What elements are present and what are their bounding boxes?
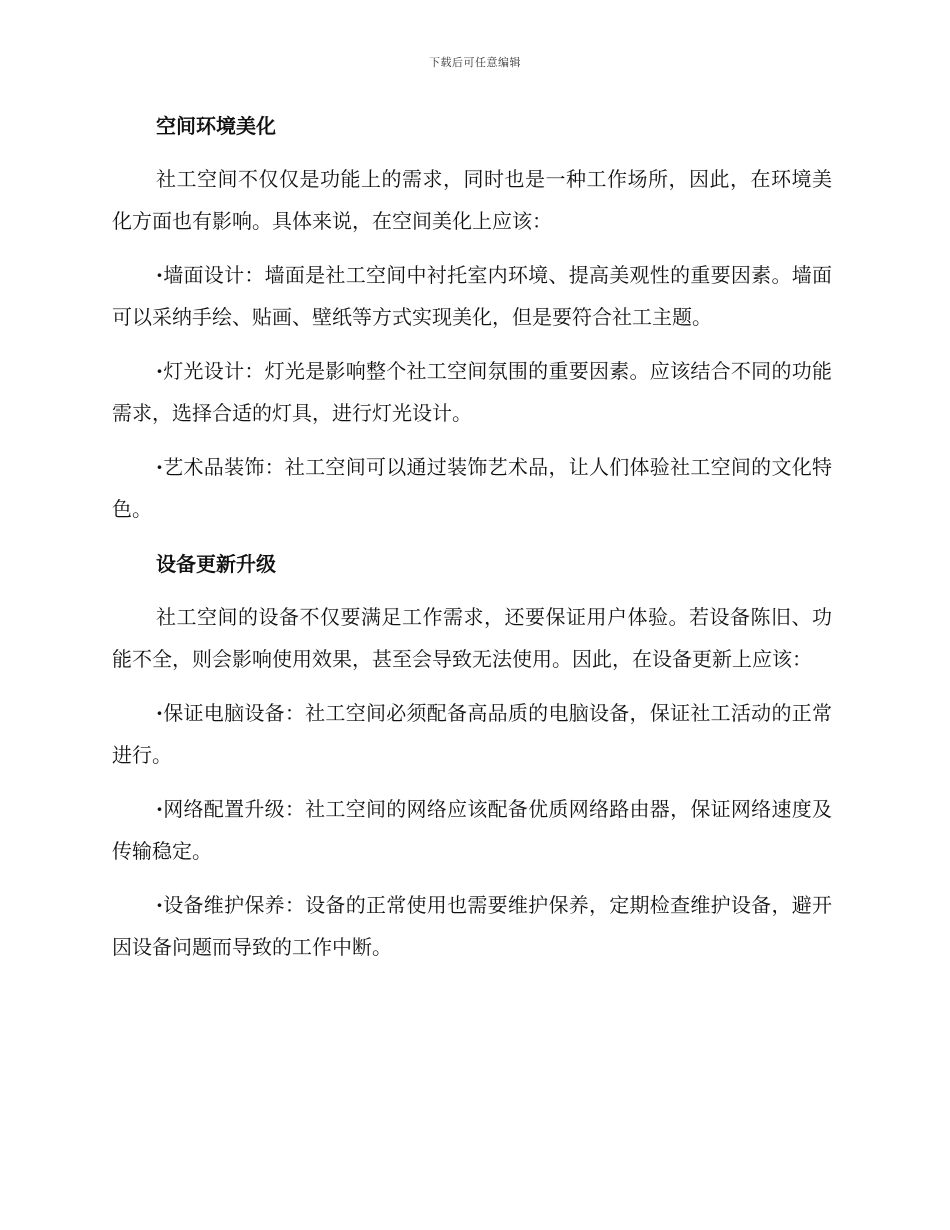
bullet-text: 设备维护保养：设备的正常使用也需要维护保养，定期检查维护设备，避开因设备问题而导致的工作中断。: [112, 893, 832, 959]
bullet-item-equipment-maintenance: [112, 884, 832, 968]
bullet-marker: ·: [156, 893, 163, 917]
bullet-item-wall-design: [112, 254, 832, 338]
section-intro-equipment: 社工空间的设备不仅要满足工作需求，还要保证用户体验。若设备陈旧、功能不全，则会影响使用效果，甚至会导致无法使用。因此，在设备更新上应该：: [112, 605, 832, 671]
bullet-item-lighting-design: [112, 350, 832, 434]
bullet-item-network-upgrade: [112, 788, 832, 872]
bullet-marker: ·: [156, 263, 163, 287]
bullet-text: 灯光设计：灯光是影响整个社工空间氛围的重要因素。应该结合不同的功能需求，选择合适的灯具，进行灯光设计。: [112, 359, 832, 425]
section-heading-equipment: 设备更新升级: [156, 552, 276, 576]
bullet-text: 保证电脑设备：社工空间必须配备高品质的电脑设备，保证社工活动的正常进行。: [112, 701, 832, 767]
bullet-item-art-decoration: [112, 446, 832, 530]
bullet-text: 网络配置升级：社工空间的网络应该配备优质网络路由器，保证网络速度及传输稳定。: [112, 797, 832, 863]
bullet-marker: ·: [156, 701, 163, 725]
bullet-text: 艺术品装饰：社工空间可以通过装饰艺术品，让人们体验社工空间的文化特色。: [112, 455, 832, 521]
bullet-text: 墙面设计：墙面是社工空间中衬托室内环境、提高美观性的重要因素。墙面可以采纳手绘、贴画、壁纸等方式实现美化，但是要符合社工主题。: [112, 263, 832, 329]
section-intro-environment: 社工空间不仅仅是功能上的需求，同时也是一种工作场所，因此，在环境美化方面也有影响。具体来说，在空间美化上应该：: [112, 167, 832, 233]
bullet-marker: ·: [156, 359, 163, 383]
bullet-marker: ·: [156, 455, 163, 479]
document-body: [112, 104, 832, 980]
section-heading-environment: 空间环境美化: [156, 114, 276, 138]
bullet-item-computer-equipment: [112, 692, 832, 776]
page-header-note: 下载后可任意编辑: [429, 56, 521, 69]
bullet-marker: ·: [156, 797, 163, 821]
